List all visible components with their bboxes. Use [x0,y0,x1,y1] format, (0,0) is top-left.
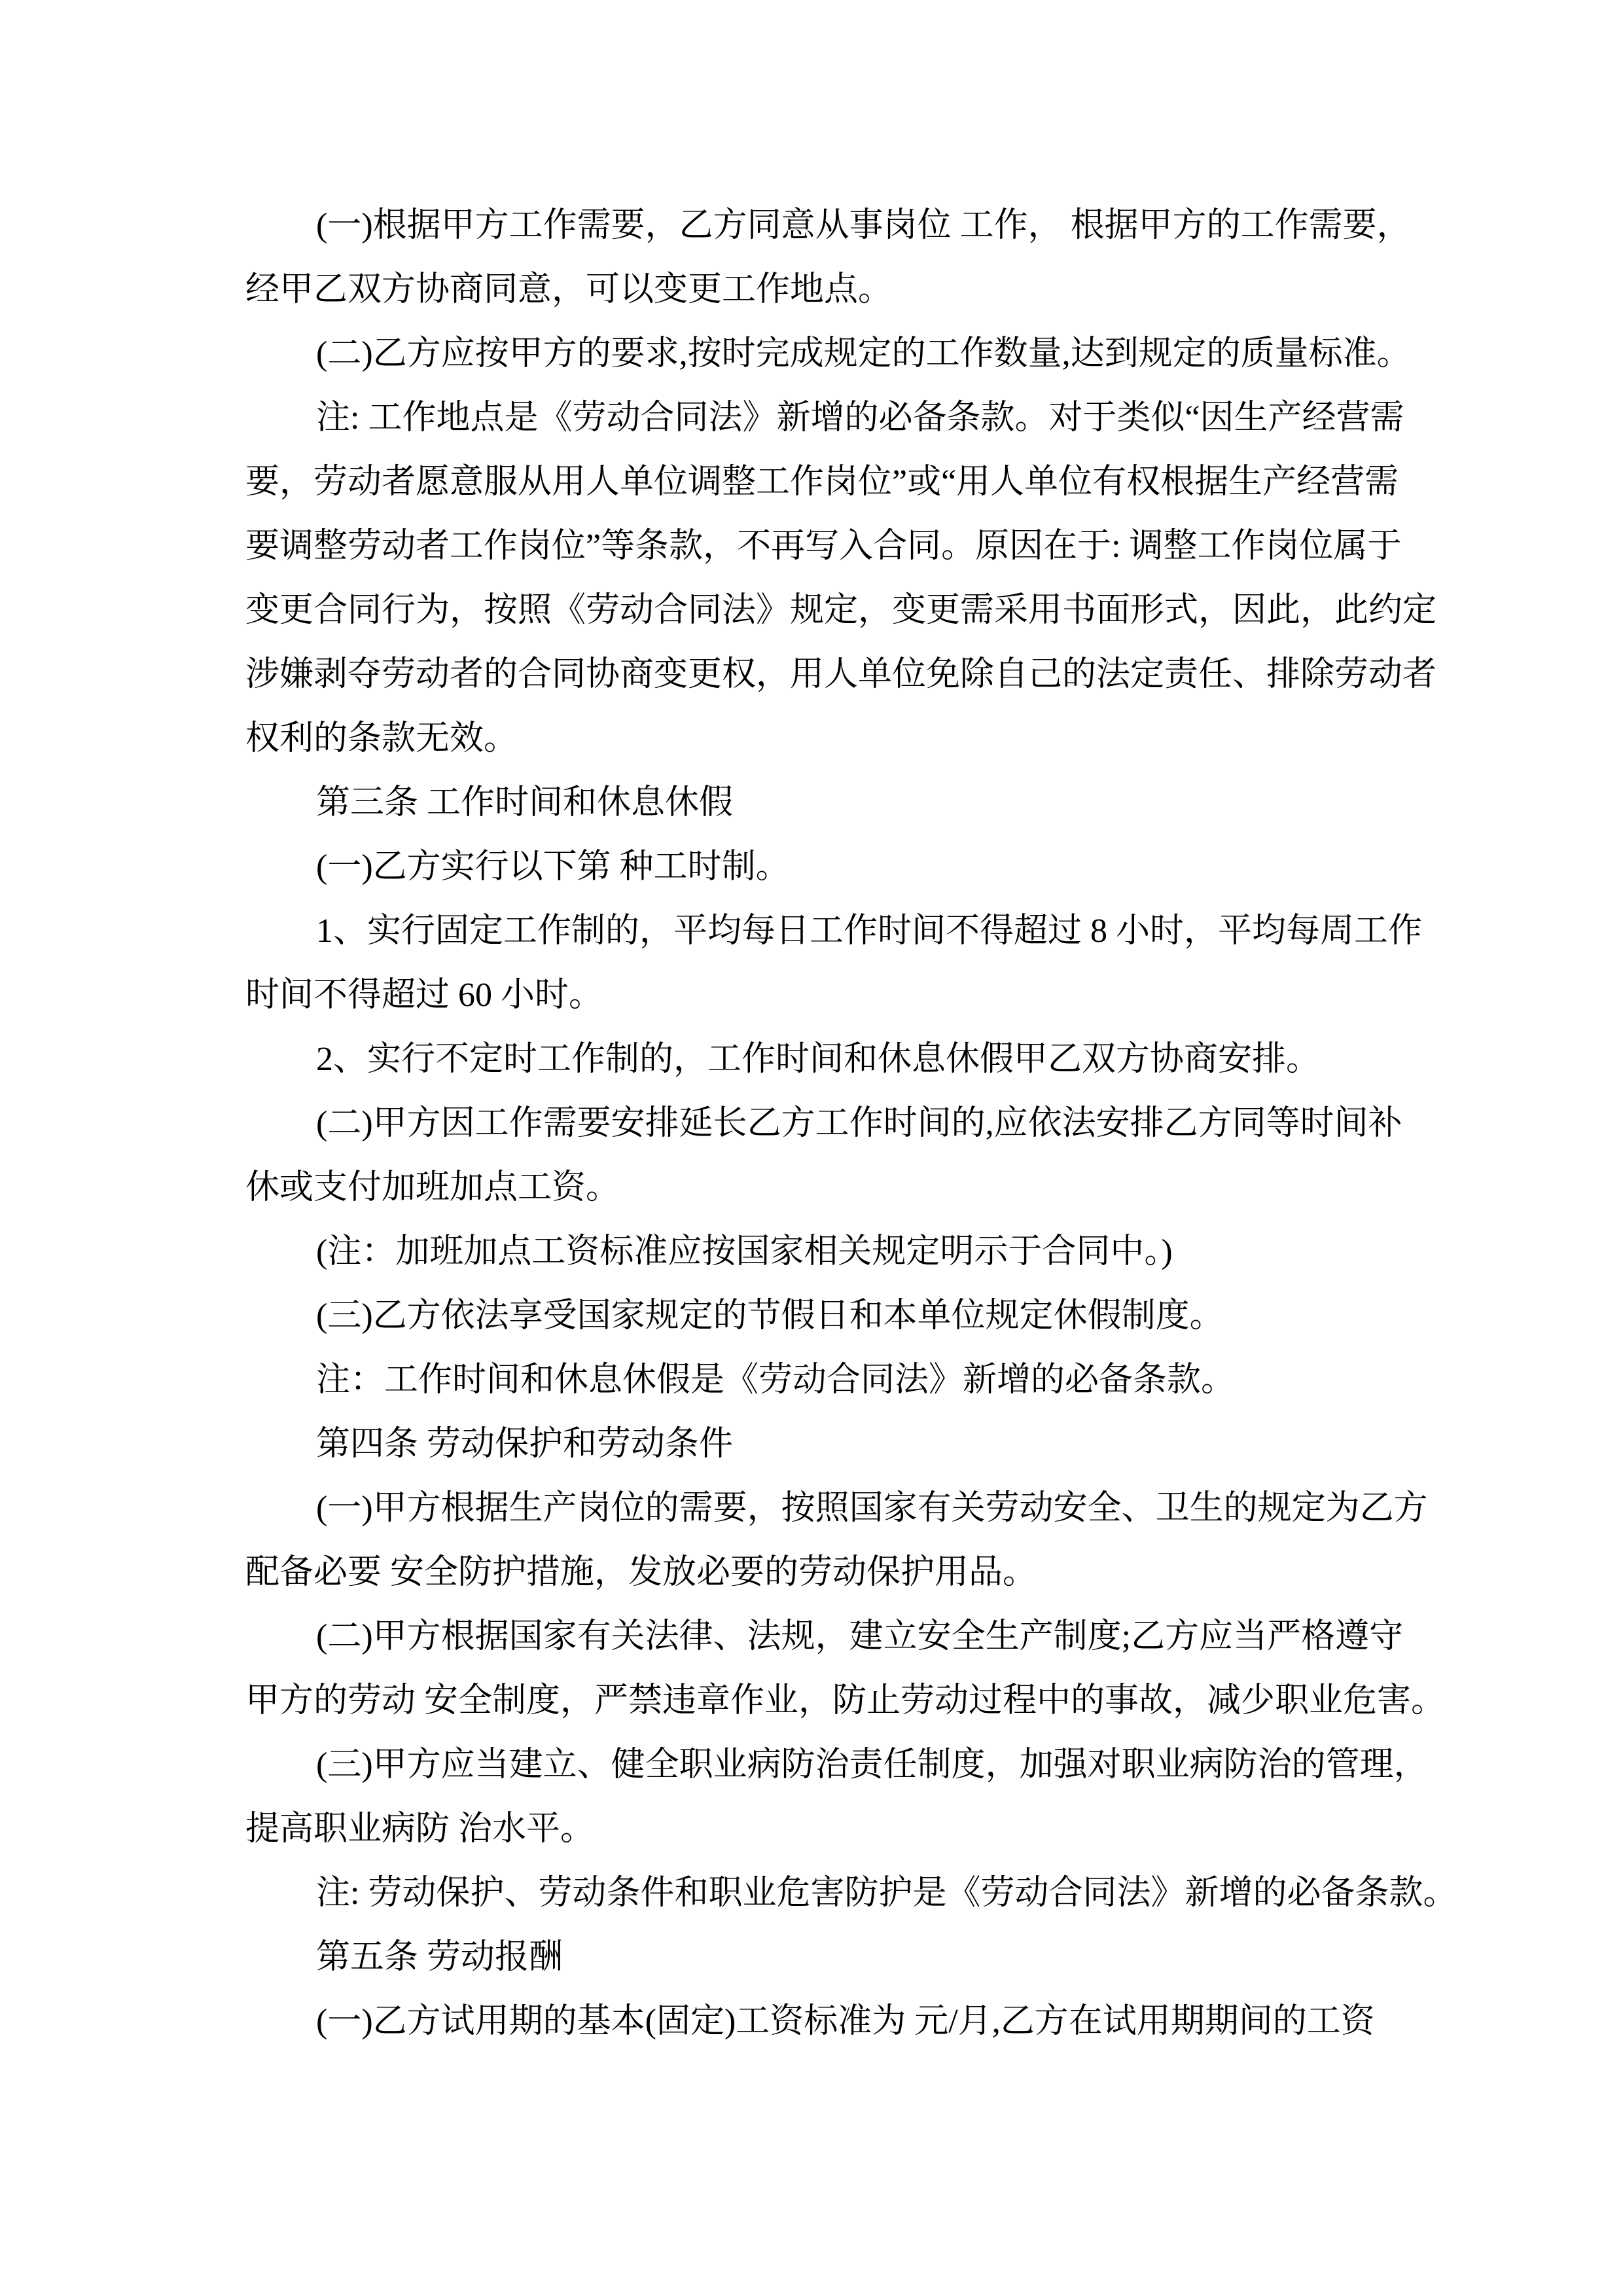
contract-section-heading: 第三条 工作时间和休息休假 [316,784,734,821]
contract-line: 涉嫌剥夺劳动者的合同协商变更权，用人单位免除自己的法定责任、排除劳动者 [245,656,1437,693]
contract-text-block [245,194,1457,2054]
contract-line: (一)甲方根据生产岗位的需要，按照国家有关劳动安全、卫生的规定为乙方 [316,1490,1428,1527]
contract-line: 注: 工作地点是《劳动合同法》新增的必备条款。对于类似“因生产经营需 [316,399,1404,437]
contract-line: 配备必要 安全防护措施，发放必要的劳动保护用品。 [245,1554,1037,1591]
contract-line: (三)乙方依法享受国家规定的节假日和本单位规定休假制度。 [316,1297,1224,1335]
contract-line: 经甲乙双方协商同意，可以变更工作地点。 [245,271,893,308]
contract-line: (一)乙方实行以下第 种工时制。 [316,848,790,886]
contract-line: 要调整劳动者工作岗位”等条款，不再写入合同。原因在于: 调整工作岗位属于 [245,528,1402,565]
contract-line: 提高职业病防 治水平。 [245,1810,595,1848]
contract-line: (二)甲方因工作需要安排延长乙方工作时间的,应依法安排乙方同等时间补 [316,1105,1402,1142]
contract-line: (二)甲方根据国家有关法律、法规，建立安全生产制度;乙方应当严格遵守 [316,1618,1404,1655]
contract-line: (一)乙方试用期的基本(固定)工资标准为 元/月,乙方在试用期期间的工资 [316,2003,1375,2040]
contract-line: 2、实行不定时工作制的，工作时间和休息休假甲乙双方协商安排。 [316,1041,1321,1078]
contract-line: (二)乙方应按甲方的要求,按时完成规定的工作数量,达到规定的质量标准。 [316,335,1411,372]
contract-line: (注：加班加点工资标准应按国家相关规定明示于合同中。) [316,1233,1173,1270]
contract-line: 1、实行固定工作制的，平均每日工作时间不得超过 8 小时，平均每周工作 [316,912,1423,950]
contract-line: 要，劳动者愿意服从用人单位调整工作岗位”或“用人单位有权根据生产经营需 [245,463,1399,501]
contract-line: (一)根据甲方工作需要，乙方同意从事岗位 工作， 根据甲方的工作需要， [316,207,1411,244]
contract-line: 注：工作时间和休息休假是《劳动合同法》新增的必备条款。 [316,1361,1236,1399]
contract-line: 注: 劳动保护、劳动条件和职业危害防护是《劳动合同法》新增的必备条款。 [316,1874,1457,1912]
contract-section-heading: 第五条 劳动报酬 [316,1939,563,1976]
contract-line: 甲方的劳动 安全制度，严禁违章作业，防止劳动过程中的事故，减少职业危害。 [245,1682,1446,1719]
contract-line: 时间不得超过 60 小时。 [245,977,603,1014]
contract-line: (三)甲方应当建立、健全职业病防治责任制度，加强对职业病防治的管理， [316,1746,1428,1784]
contract-section-heading: 第四条 劳动保护和劳动条件 [316,1426,734,1463]
contract-line: 休或支付加班加点工资。 [245,1169,620,1206]
contract-line: 变更合同行为，按照《劳动合同法》规定，变更需采用书面形式，因此，此约定 [245,592,1437,629]
contract-line: 权利的条款无效。 [245,720,518,757]
